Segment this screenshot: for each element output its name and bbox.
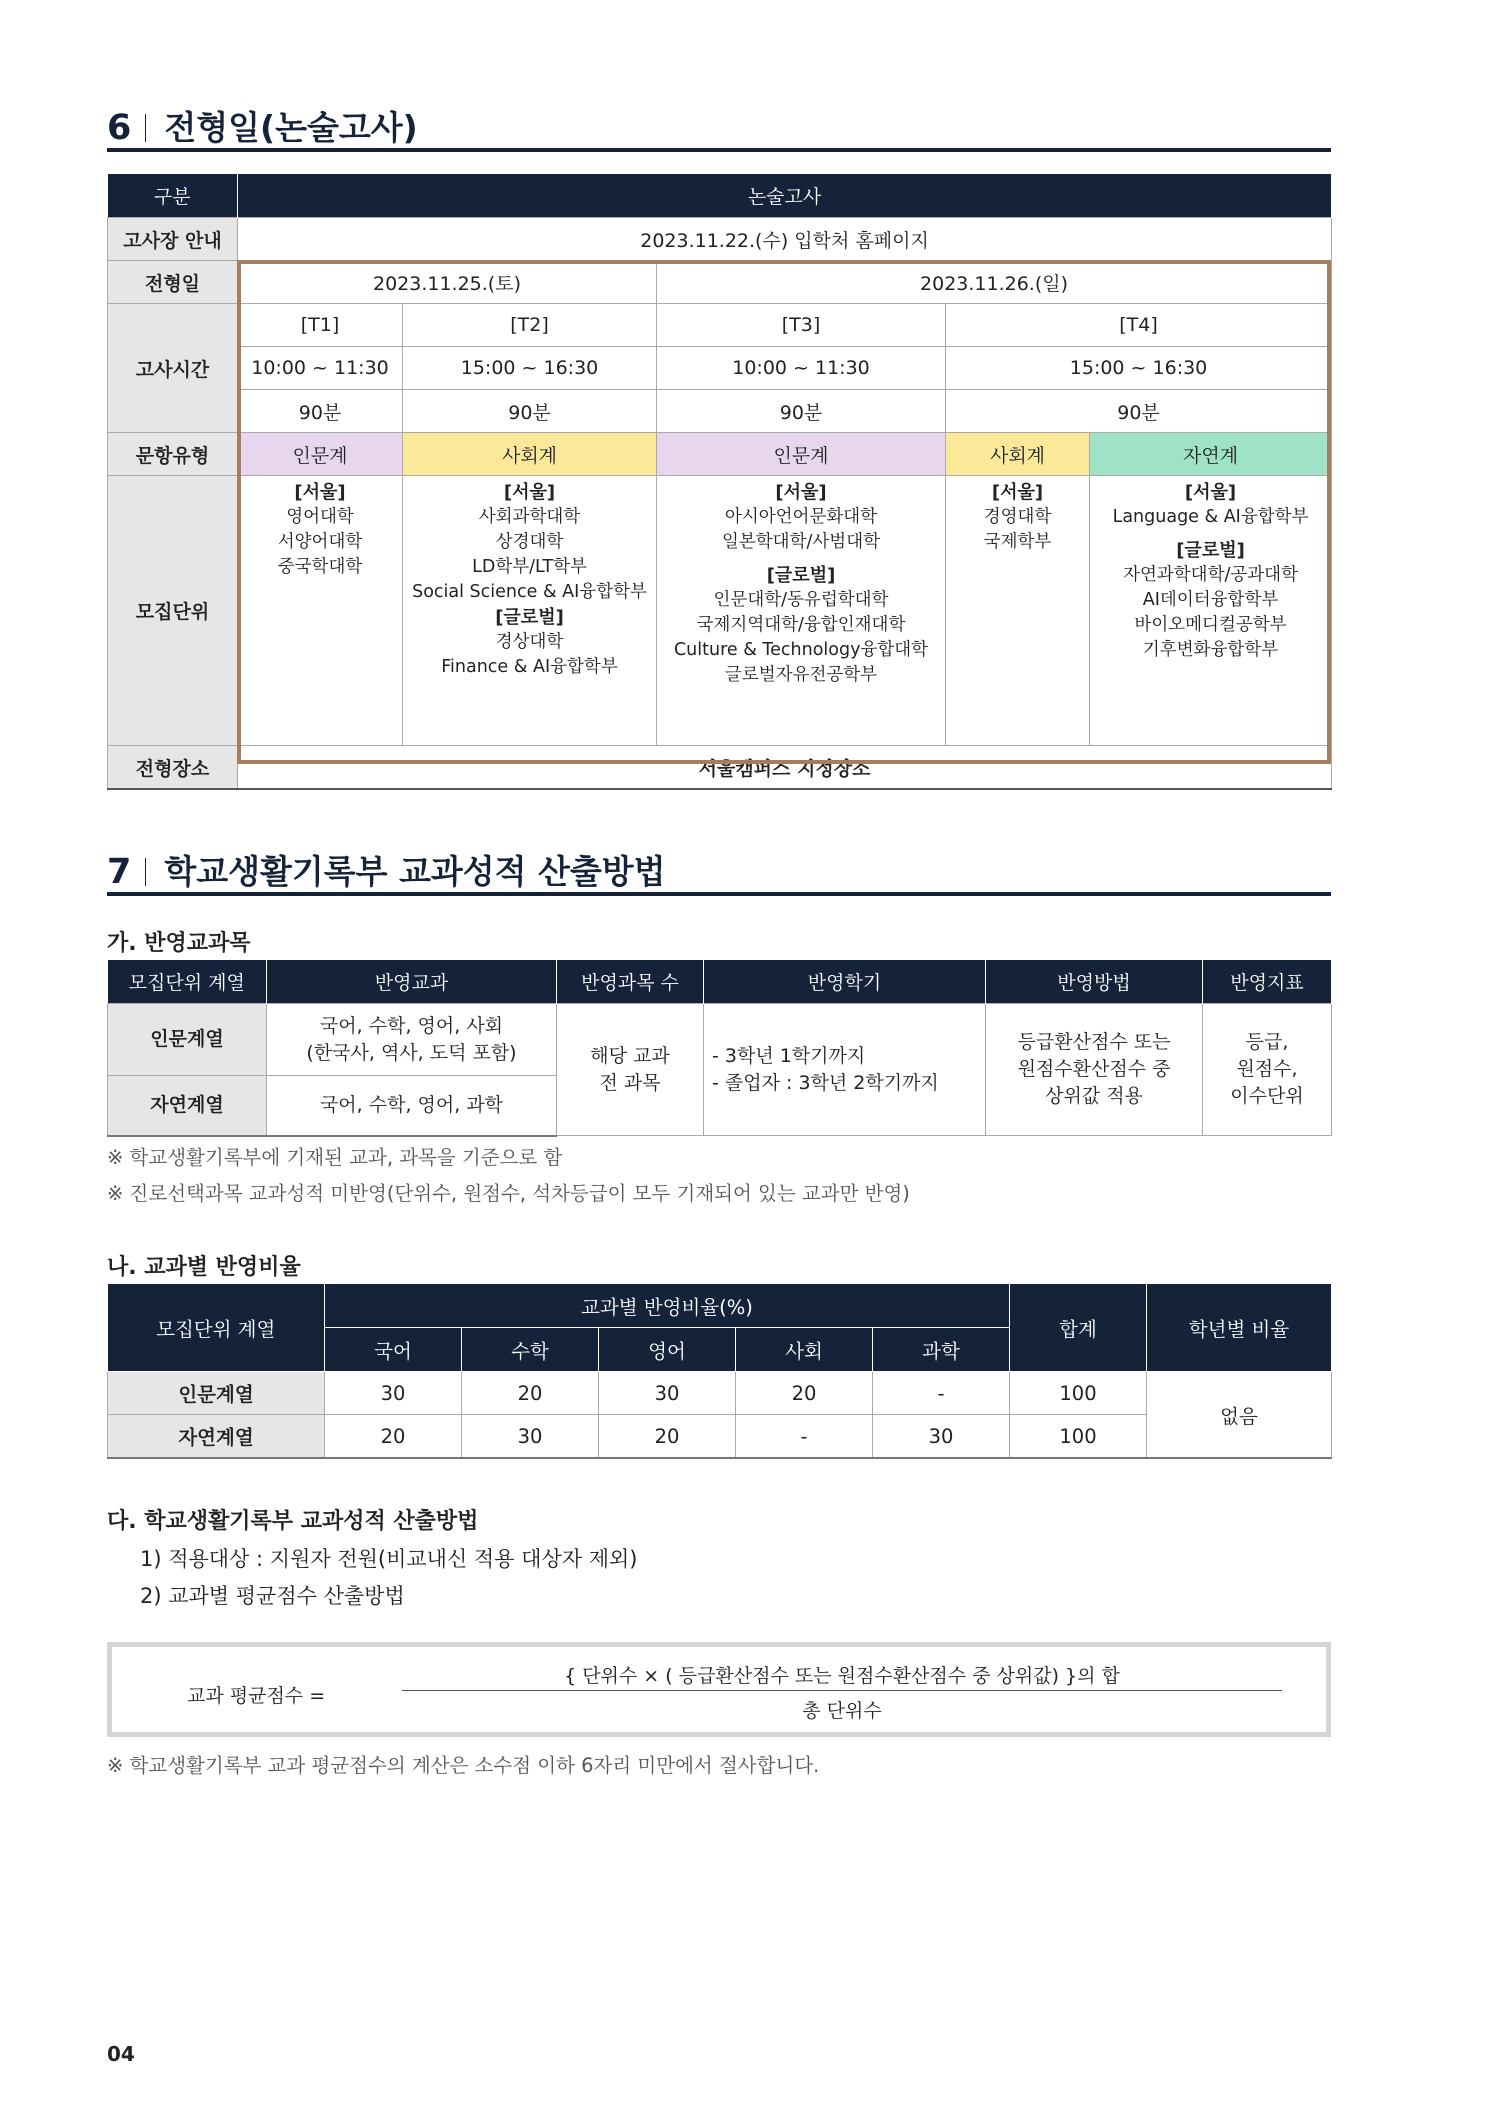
units-t3 [657,476,946,746]
method-line: 원점수환산점수 중 [1017,1058,1171,1080]
unit-item: 글로벌자유전공학부 [724,665,878,685]
unit-item: Language & AI융합학부 [1112,507,1309,527]
unit-item: 자연과학대학/공과대학 [1123,565,1298,585]
venue-notice-value: 2023.11.22.(수) 입학처 홈페이지 [238,218,1332,261]
campus-tag-seoul: [서울] [775,482,827,503]
list-item: 1) 적용대상 : 지원자 전원(비교내신 적용 대상자 제외) [140,1547,638,1571]
campus-tag-seoul: [서울] [503,482,556,503]
units-t2 [403,476,657,746]
fraction-line [402,1690,1282,1691]
track-natural: 자연계열 [108,1076,267,1136]
campus-tag-seoul: [서울] [1184,482,1237,503]
session-time-t3: 10:00 ~ 11:30 [657,347,946,390]
col-korean: 국어 [325,1328,462,1372]
part-a-title: 가. 반영교과목 [107,931,251,956]
campus-tag-global: [글로벌] [495,607,564,628]
question-type-t1: 인문계 [238,433,403,476]
essay-exam-schedule-table [107,174,1332,790]
col-math: 수학 [462,1328,599,1372]
section-7-heading [107,846,1331,896]
semester-line: - 졸업자 : 3학년 2학기까지 [712,1071,939,1094]
exam-time-label: 고사시간 [108,304,238,433]
part-c-title: 다. 학교생활기록부 교과성적 산출방법 [107,1509,479,1534]
list-item: 2) 교과별 평균점수 산출방법 [140,1584,405,1608]
indicator-line: 등급, [1245,1031,1289,1053]
exam-date-day1: 2023.11.25.(토) [238,261,657,304]
campus-tag-global: [글로벌] [1176,540,1245,561]
subjects-line: (한국사, 역사, 도덕 포함) [306,1041,517,1064]
unit-item: 기후변화융합학부 [1142,640,1279,660]
ratio-track-natural: 자연계열 [108,1415,325,1459]
session-time-t1: 10:00 ~ 11:30 [238,347,403,390]
section-6-title: 전형일(논술고사) [164,108,418,147]
session-code-t4: [T4] [946,304,1332,347]
col-science: 과학 [873,1328,1010,1372]
question-type-t2: 사회계 [403,433,657,476]
unit-item: 경영대학 [983,507,1052,527]
col-social: 사회 [736,1328,873,1372]
ratio-value: 30 [325,1372,462,1415]
question-type-t4b: 자연계 [1090,433,1332,476]
formula-box [107,1642,1331,1737]
unit-item: Culture & Technology융합대학 [673,640,929,660]
method-line: 상위값 적용 [1045,1085,1143,1107]
ratio-value: 20 [325,1415,462,1459]
exam-date-label: 전형일 [108,261,238,304]
session-duration-t1: 90분 [238,390,403,433]
col-grade-ratio: 학년별 비율 [1147,1284,1332,1372]
header-essay-exam: 논술고사 [238,174,1332,218]
unit-item: Social Science & AI융합학부 [412,582,647,602]
question-type-t4a: 사회계 [946,433,1090,476]
ratio-value: 20 [599,1415,736,1459]
col-method: 반영방법 [986,960,1203,1004]
ratio-value: - [736,1415,873,1459]
subjects-natural: 국어, 수학, 영어, 과학 [267,1076,557,1136]
heading-divider [145,858,146,886]
unit-item: 중국학대학 [277,557,363,577]
page-number: 04 [107,2042,135,2066]
venue-value: 서울캠퍼스 지정장소 [238,746,1332,790]
col-semesters: 반영학기 [704,960,986,1004]
unit-item: 서양어대학 [277,532,363,552]
ratio-value: 20 [462,1372,599,1415]
col-english: 영어 [599,1328,736,1372]
section-7-title: 학교생활기록부 교과성적 산출방법 [164,852,666,891]
venue-notice-label: 고사장 안내 [108,218,238,261]
ratio-value: 20 [736,1372,873,1415]
course-count-line: 전 과목 [599,1071,661,1094]
note: ※ 학교생활기록부에 기재된 교과, 과목을 기준으로 함 [107,1146,563,1169]
col-indicator: 반영지표 [1203,960,1332,1004]
part-b-title: 나. 교과별 반영비율 [107,1255,301,1280]
campus-tag-seoul: [서울] [294,482,346,503]
ratio-value: - [873,1372,1010,1415]
grade-ratio-value: 없음 [1147,1372,1332,1459]
note: ※ 학교생활기록부 교과 평균점수의 계산은 소수점 이하 6자리 미만에서 절사합니다. [107,1754,820,1777]
subjects-table [107,960,1332,1137]
units-label: 모집단위 [108,476,238,746]
unit-item: 인문대학/동유럽학대학 [713,590,889,610]
method-line: 등급환산점수 또는 [1017,1031,1171,1053]
session-code-t3: [T3] [657,304,946,347]
formula-denominator: 총 단위수 [802,1700,882,1722]
section-7-number: 7 [107,852,132,892]
unit-item: 바이오메디컬공학부 [1134,615,1287,635]
ratio-value: 30 [462,1415,599,1459]
unit-item: 일본학대학/사범대학 [721,532,881,552]
col-course-count: 반영과목 수 [557,960,704,1004]
units-t1 [238,476,403,746]
ratio-total: 100 [1010,1372,1147,1415]
heading-divider [145,114,146,142]
campus-tag-seoul: [서울] [991,482,1044,503]
session-duration-t3: 90분 [657,390,946,433]
session-code-t1: [T1] [238,304,403,347]
col-ratio-group: 교과별 반영비율(%) [325,1284,1010,1328]
units-t4b [1090,476,1332,746]
ratio-value: 30 [599,1372,736,1415]
ratio-value: 30 [873,1415,1010,1459]
indicator-line: 원점수, [1236,1058,1298,1080]
ratio-table [107,1284,1332,1459]
session-code-t2: [T2] [403,304,657,347]
course-count [557,1004,704,1136]
unit-item: 아시아언어문화대학 [724,507,878,527]
section-6-heading [107,102,1331,152]
venue-label: 전형장소 [108,746,238,790]
unit-item: 국제학부 [983,532,1052,552]
col-subjects: 반영교과 [267,960,557,1004]
unit-item: Finance & AI융합학부 [441,657,618,677]
question-type-t3: 인문계 [657,433,946,476]
indicator-line: 이수단위 [1230,1085,1304,1107]
unit-item: 국제지역대학/융합인재대학 [696,615,906,635]
method [986,1004,1203,1136]
section-6-number: 6 [107,108,132,148]
session-time-t2: 15:00 ~ 16:30 [403,347,657,390]
subjects-line: 국어, 수학, 영어, 사회 [319,1014,504,1037]
col-track: 모집단위 계열 [108,1284,325,1372]
unit-item: AI데이터융합학부 [1142,590,1279,610]
track-humanities: 인문계열 [108,1004,267,1076]
campus-tag-global: [글로벌] [766,565,836,586]
unit-item: 사회과학대학 [478,507,581,527]
course-count-line: 해당 교과 [590,1044,670,1067]
formula-lhs: 교과 평균점수 = [187,1685,326,1707]
unit-item: 상경대학 [495,532,564,552]
semester-line: - 3학년 1학기까지 [712,1044,866,1067]
unit-item: 경상대학 [495,632,564,652]
units-t4a [946,476,1090,746]
indicator [1203,1004,1332,1136]
note: ※ 진로선택과목 교과성적 미반영(단위수, 원점수, 석차등급이 모두 기재되어 있는 교과만 반영) [107,1182,910,1205]
col-track: 모집단위 계열 [108,960,267,1004]
semesters [704,1004,986,1136]
unit-item: LD학부/LT학부 [472,557,587,577]
formula-numerator: { 단위수 × ( 등급환산점수 또는 원점수환산점수 중 상위값) }의 합 [564,1665,1120,1687]
session-duration-t2: 90분 [403,390,657,433]
question-type-label: 문항유형 [108,433,238,476]
session-time-t4: 15:00 ~ 16:30 [946,347,1332,390]
col-total: 합계 [1010,1284,1147,1372]
session-duration-t4: 90분 [946,390,1332,433]
exam-date-day2: 2023.11.26.(일) [657,261,1332,304]
unit-item: 영어대학 [286,507,354,527]
ratio-total: 100 [1010,1415,1147,1459]
header-category: 구분 [108,174,238,218]
ratio-track-humanities: 인문계열 [108,1372,325,1415]
subjects-humanities [267,1004,557,1076]
